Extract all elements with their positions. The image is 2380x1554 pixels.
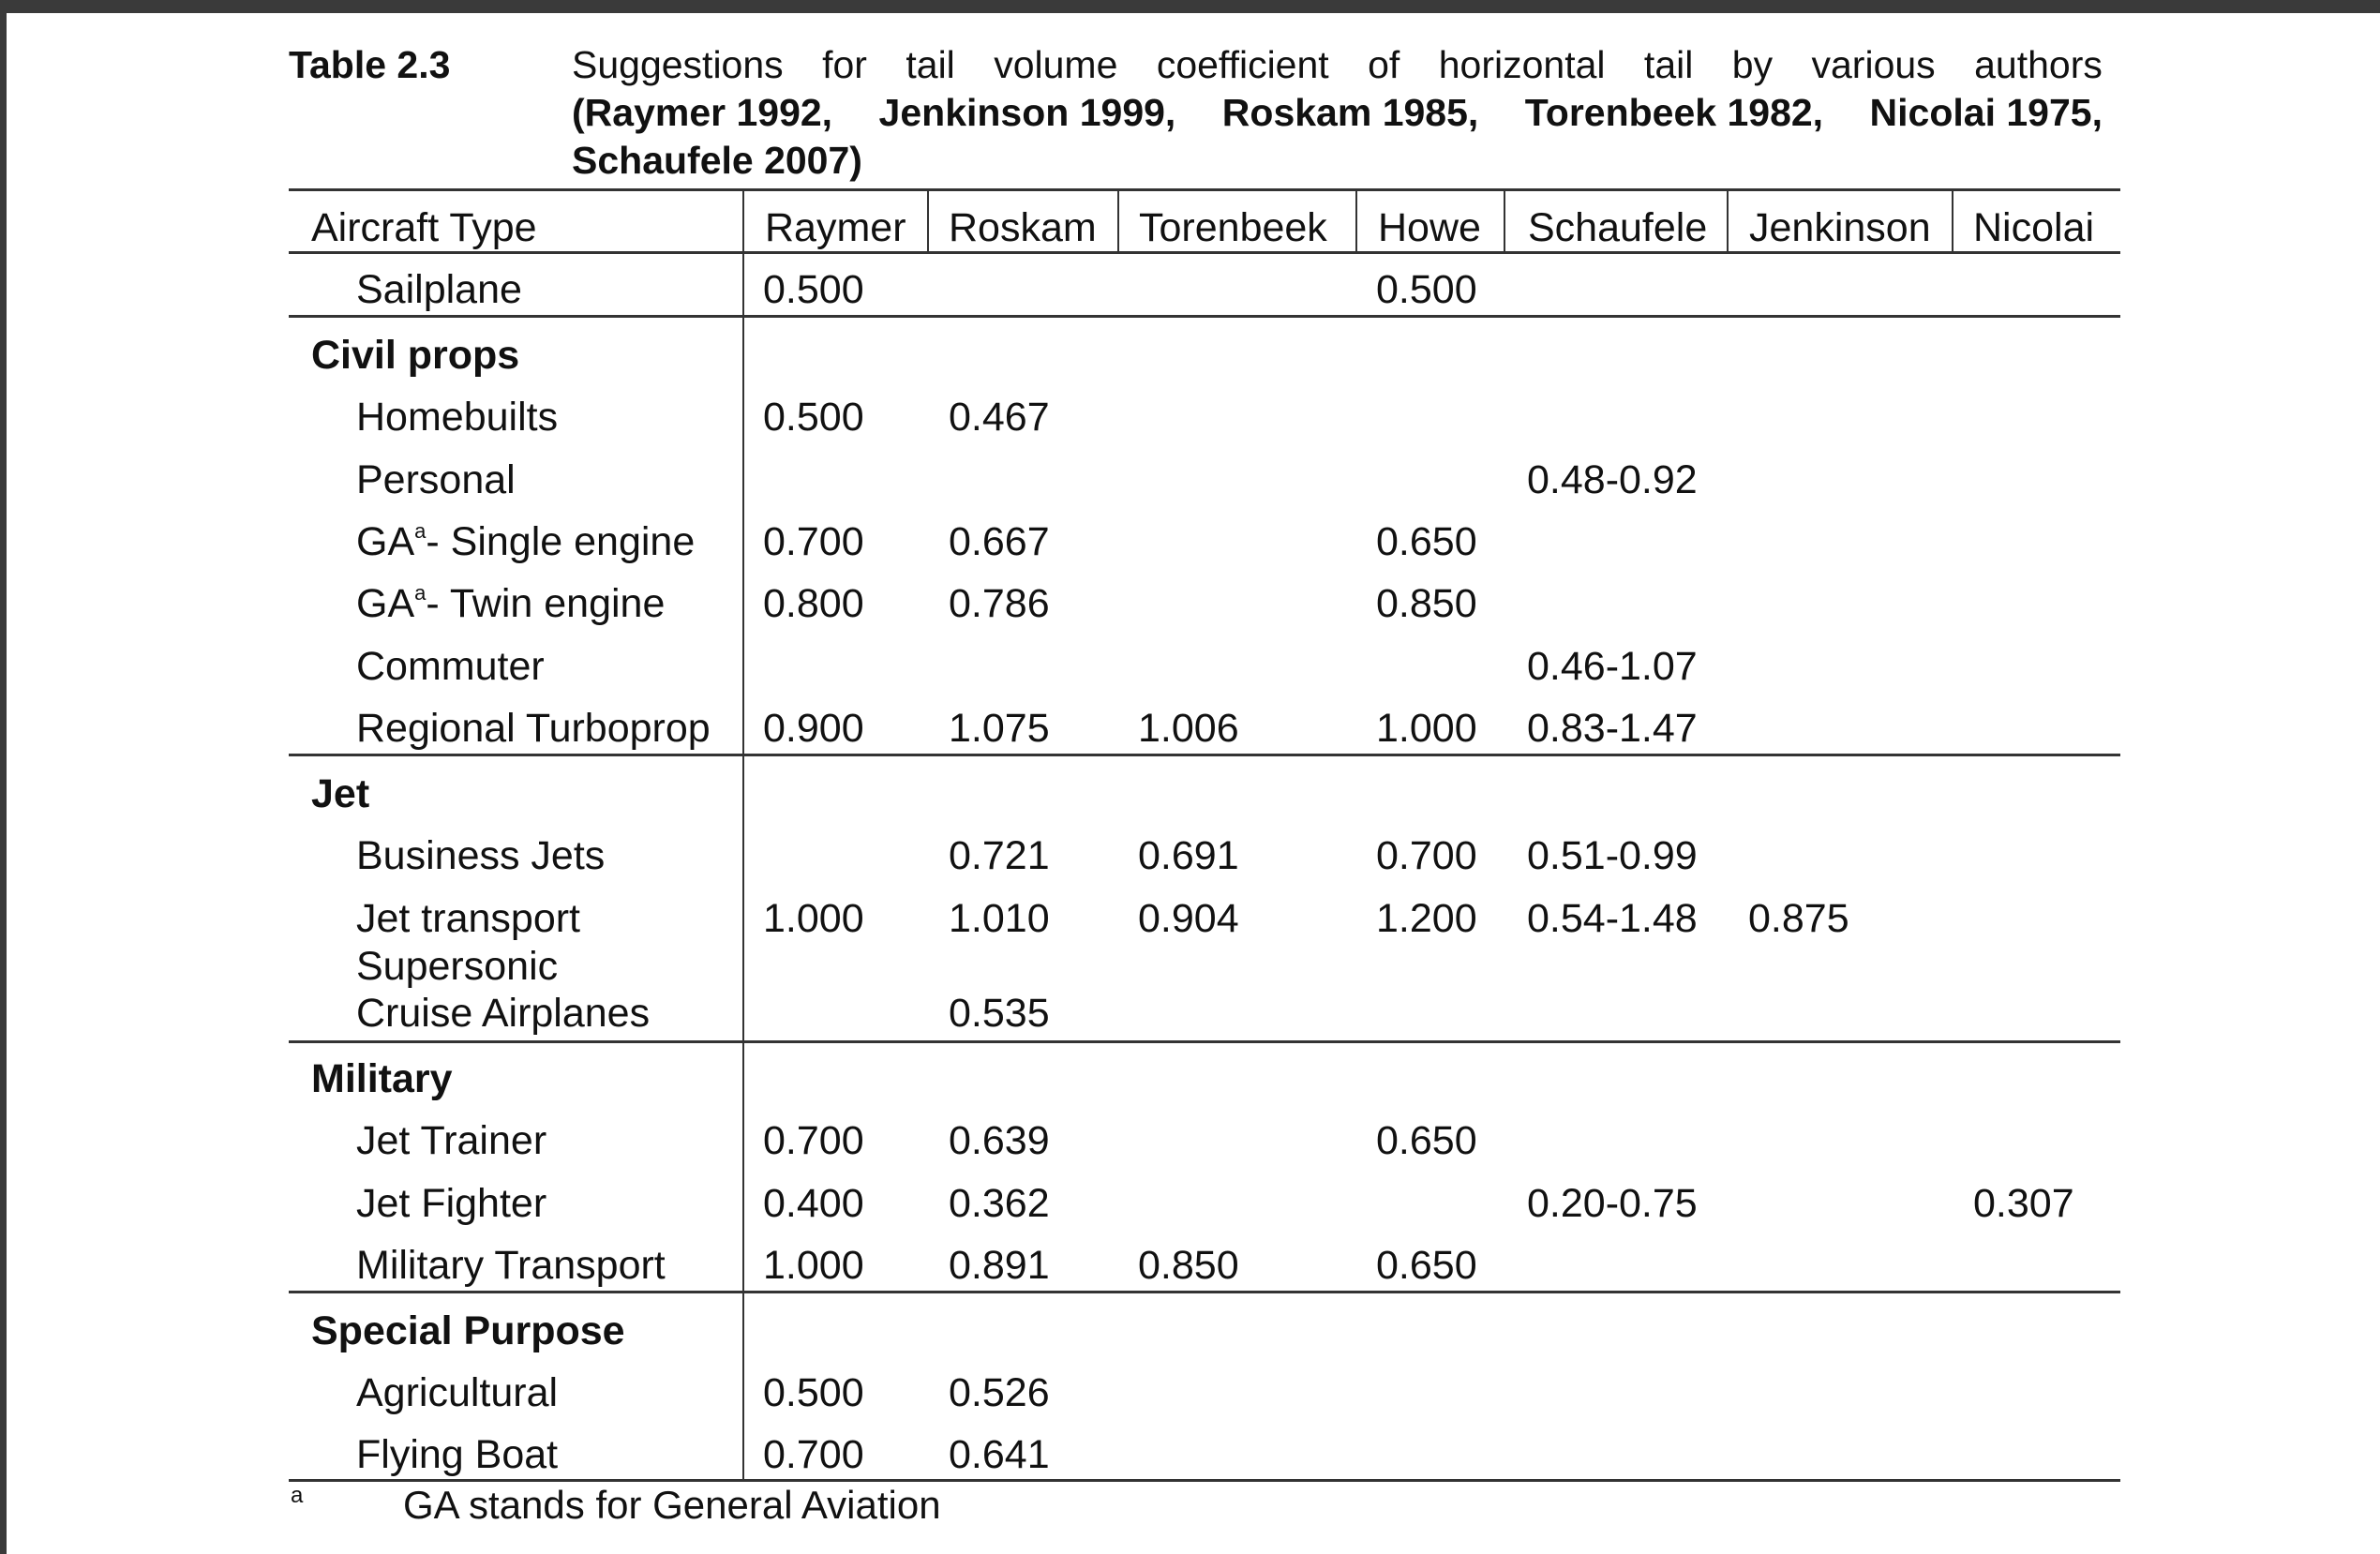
rule: [289, 754, 2120, 756]
caption-word: of: [1368, 43, 1400, 86]
caption-word: various: [1811, 43, 1936, 86]
row-label: Regional Turboprop: [356, 706, 711, 751]
label-prefix: GA: [356, 519, 415, 564]
value-cell: 0.526: [949, 1370, 1050, 1415]
value-cell: 0.51-0.99: [1527, 833, 1698, 878]
value-cell: 0.850: [1376, 581, 1477, 626]
label-prefix: GA: [356, 581, 415, 626]
value-cell: 0.500: [763, 267, 864, 312]
value-cell: 0.500: [1376, 267, 1477, 312]
value-cell: 0.700: [1376, 833, 1477, 878]
rule: [289, 1291, 2120, 1293]
value-cell: 0.786: [949, 581, 1050, 626]
value-cell: 0.48-0.92: [1527, 457, 1698, 502]
window-top-border: [0, 0, 2380, 13]
column-header: Torenbeek: [1139, 205, 1327, 250]
row-label: Cruise Airplanes: [356, 991, 651, 1036]
value-cell: 0.641: [949, 1432, 1050, 1477]
group-heading: Military: [311, 1056, 453, 1101]
column-separator: [1504, 188, 1505, 252]
row-label: Flying Boat: [356, 1432, 559, 1477]
value-cell: 0.362: [949, 1181, 1050, 1226]
value-cell: 0.700: [763, 1118, 864, 1163]
column-header: Nicolai: [1973, 205, 2095, 250]
caption-word: authors: [1974, 43, 2103, 86]
column-separator: [1952, 188, 1953, 252]
caption-word: by: [1731, 43, 1774, 86]
value-cell: 1.000: [763, 896, 864, 941]
row-label: Jet Trainer: [356, 1118, 547, 1163]
value-cell: 0.500: [763, 1370, 864, 1415]
row-label: Agricultural: [356, 1370, 559, 1415]
value-cell: 1.006: [1138, 706, 1239, 751]
value-cell: 1.075: [949, 706, 1050, 751]
value-cell: 0.500: [763, 395, 864, 440]
caption-word: for: [822, 43, 867, 86]
column-separator: [1727, 188, 1729, 252]
value-cell: 1.000: [763, 1243, 864, 1288]
value-cell: 0.467: [949, 395, 1050, 440]
row-label: Supersonic: [356, 944, 559, 989]
value-cell: 0.650: [1376, 1118, 1477, 1163]
value-cell: 0.667: [949, 519, 1050, 564]
footnote-mark: a: [291, 1483, 304, 1508]
value-cell: 0.904: [1138, 896, 1239, 941]
caption-word: volume: [994, 43, 1118, 86]
column-separator: [1117, 188, 1119, 252]
caption-citation: Torenbeek 1982,: [1524, 91, 1824, 134]
value-cell: 0.700: [763, 1432, 864, 1477]
column-header: Roskam: [949, 205, 1097, 250]
group-heading: Jet: [311, 771, 370, 816]
caption-word: horizontal: [1438, 43, 1606, 86]
value-cell: 1.000: [1376, 706, 1477, 751]
value-cell: 0.900: [763, 706, 864, 751]
value-cell: 0.650: [1376, 1243, 1477, 1288]
column-header: Jenkinson: [1749, 205, 1931, 250]
value-cell: 0.400: [763, 1181, 864, 1226]
value-cell: 0.800: [763, 581, 864, 626]
label-text: - Single engine: [426, 519, 696, 564]
value-cell: 0.20-0.75: [1527, 1181, 1698, 1226]
value-cell: 1.200: [1376, 896, 1477, 941]
value-cell: 0.875: [1748, 896, 1849, 941]
caption-citation: (Raymer 1992,: [572, 91, 833, 134]
row-label: Jet Fighter: [356, 1181, 547, 1226]
group-heading: Civil props: [311, 333, 520, 378]
column-header: Raymer: [765, 205, 906, 250]
column-separator: [927, 188, 929, 252]
caption-line-3: Schaufele 2007): [572, 139, 862, 182]
table-top-rule: [289, 188, 2120, 191]
column-separator: [742, 188, 744, 1481]
rule: [289, 1040, 2120, 1043]
value-cell: 0.891: [949, 1243, 1050, 1288]
column-header: Aircraft Type: [311, 205, 537, 250]
caption-word: tail: [906, 43, 955, 86]
value-cell: 0.535: [949, 991, 1050, 1036]
footnote-text: GA stands for General Aviation: [403, 1483, 941, 1527]
row-label: Commuter: [356, 644, 545, 689]
caption-citation: Jenkinson 1999,: [878, 91, 1176, 134]
value-cell: 0.850: [1138, 1243, 1239, 1288]
row-label: [356, 579, 665, 628]
caption-line-1: [572, 43, 2103, 87]
footnote-ref: a: [414, 581, 427, 605]
caption-citation: Nicolai 1975,: [1869, 91, 2103, 134]
table-number: Table 2.3: [289, 43, 451, 86]
row-label: Sailplane: [356, 267, 522, 312]
column-header: Schaufele: [1528, 205, 1708, 250]
row-label: Jet transport: [356, 896, 580, 941]
row-label: Personal: [356, 457, 516, 502]
caption-citation: Roskam 1985,: [1221, 91, 1479, 134]
caption-word: Suggestions: [572, 43, 784, 86]
label-text: - Twin engine: [426, 581, 666, 626]
value-cell: 0.650: [1376, 519, 1477, 564]
window-left-border: [0, 0, 7, 1554]
caption-word: coefficient: [1156, 43, 1329, 86]
value-cell: 0.639: [949, 1118, 1050, 1163]
table-bottom-rule: [289, 1479, 2120, 1482]
caption-line-2: [572, 91, 2103, 135]
value-cell: 0.721: [949, 833, 1050, 878]
value-cell: 0.83-1.47: [1527, 706, 1698, 751]
rule: [289, 315, 2120, 318]
value-cell: 0.46-1.07: [1527, 644, 1698, 689]
row-label: Military Transport: [356, 1243, 666, 1288]
group-heading: Special Purpose: [311, 1308, 625, 1353]
value-cell: 1.010: [949, 896, 1050, 941]
column-header: Howe: [1378, 205, 1481, 250]
value-cell: 0.307: [1973, 1181, 2074, 1226]
value-cell: 0.700: [763, 519, 864, 564]
value-cell: 0.54-1.48: [1527, 896, 1698, 941]
row-label: [356, 517, 695, 566]
row-label: Homebuilts: [356, 395, 559, 440]
caption-word: tail: [1643, 43, 1694, 86]
footnote-ref: a: [414, 519, 427, 543]
column-separator: [1355, 188, 1357, 252]
value-cell: 0.691: [1138, 833, 1239, 878]
row-label: Business Jets: [356, 833, 606, 878]
